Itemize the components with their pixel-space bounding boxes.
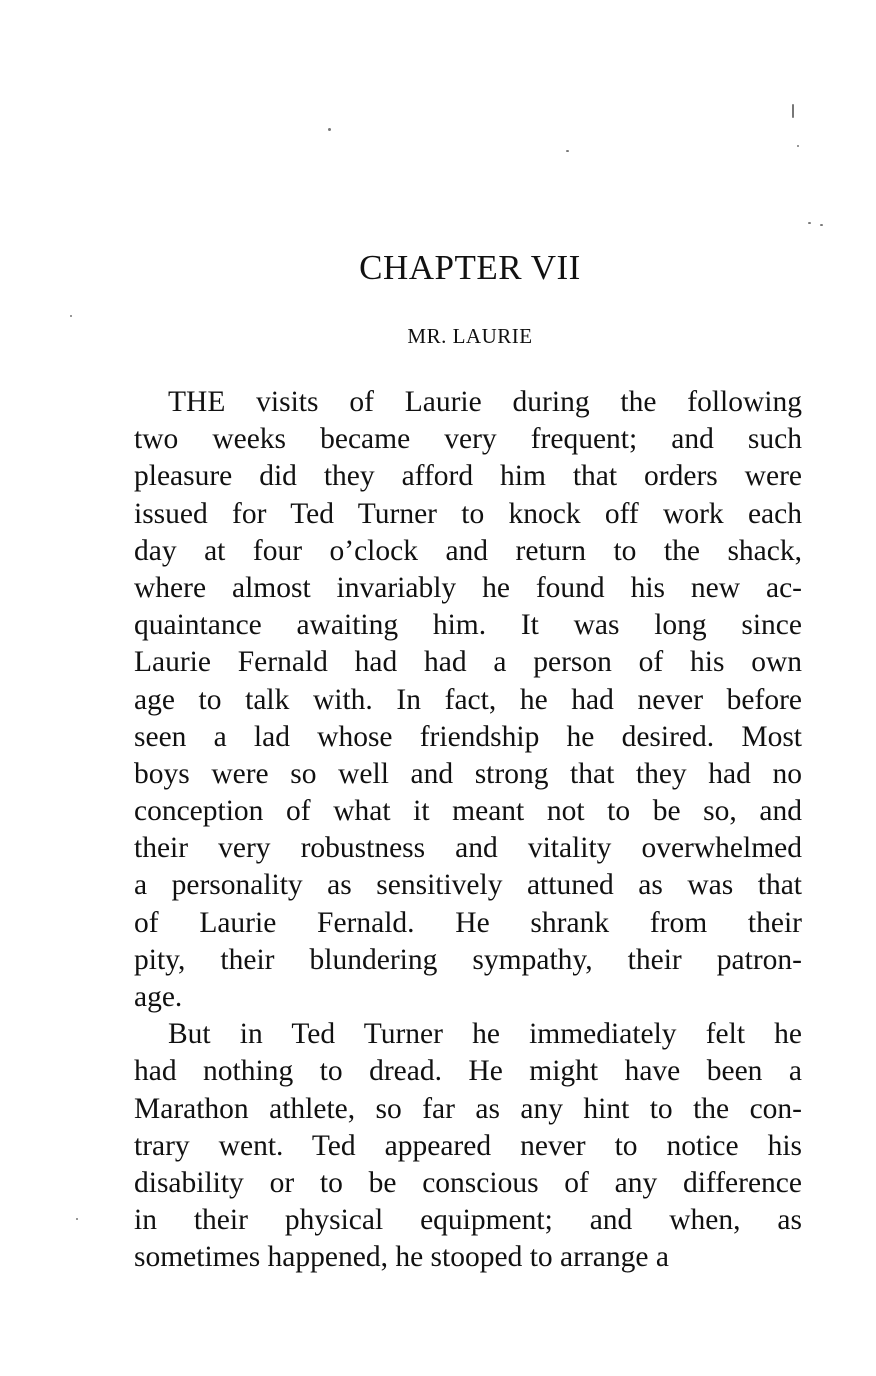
text-line: boys were so well and strong that they had no (134, 757, 802, 790)
chapter-title: CHAPTER VII (359, 248, 581, 287)
paragraph (134, 1016, 802, 1276)
print-speck (820, 224, 823, 226)
text-line: disability or to be conscious of any difference (134, 1166, 802, 1199)
print-speck (328, 128, 331, 131)
text-line: age to talk with. In fact, he had never before (134, 683, 802, 716)
print-speck (566, 150, 569, 152)
print-speck (792, 104, 794, 118)
chapter-subtitle: MR. LAURIE (407, 324, 533, 348)
text-line: THE visits of Laurie during the following (168, 386, 802, 418)
text-line: trary went. Ted appeared never to notice his (134, 1129, 802, 1162)
text-line: pity, their blundering sympathy, their patron- (134, 943, 802, 976)
text-line: of Laurie Fernald. He shrank from their (134, 906, 802, 939)
text-line: conception of what it meant not to be so, and (134, 795, 802, 828)
text-line: seen a lad whose friendship he desired. Most (134, 720, 802, 753)
print-speck (76, 1218, 78, 1220)
text-line: Marathon athlete, so far as any hint to the con- (134, 1092, 802, 1125)
paragraph (134, 384, 802, 1016)
print-speck (808, 222, 811, 224)
text-line: had nothing to dread. He might have been a (134, 1055, 802, 1088)
text-line: two weeks became very frequent; and such (134, 423, 802, 456)
print-speck (70, 315, 72, 317)
text-line: sometimes happened, he stooped to arrange a (134, 1241, 669, 1274)
text-line: where almost invariably he found his new ac- (134, 571, 802, 604)
text-line: pleasure did they afford him that orders were (134, 460, 802, 493)
text-line: quaintance awaiting him. It was long since (134, 609, 802, 642)
text-line: Laurie Fernald had had a person of his own (134, 646, 802, 679)
text-line: age. (134, 981, 183, 1013)
print-speck (797, 145, 799, 147)
text-line: day at four o’clock and return to the shack, (134, 534, 802, 567)
text-line: a personality as sensitively attuned as was that (134, 869, 802, 902)
text-line: But in Ted Turner he immediately felt he (168, 1018, 802, 1051)
text-line: issued for Ted Turner to knock off work each (134, 497, 802, 530)
text-line: in their physical equipment; and when, as (134, 1204, 802, 1237)
body-text (134, 384, 802, 1277)
text-line: their very robustness and vitality overwhelmed (134, 832, 802, 865)
